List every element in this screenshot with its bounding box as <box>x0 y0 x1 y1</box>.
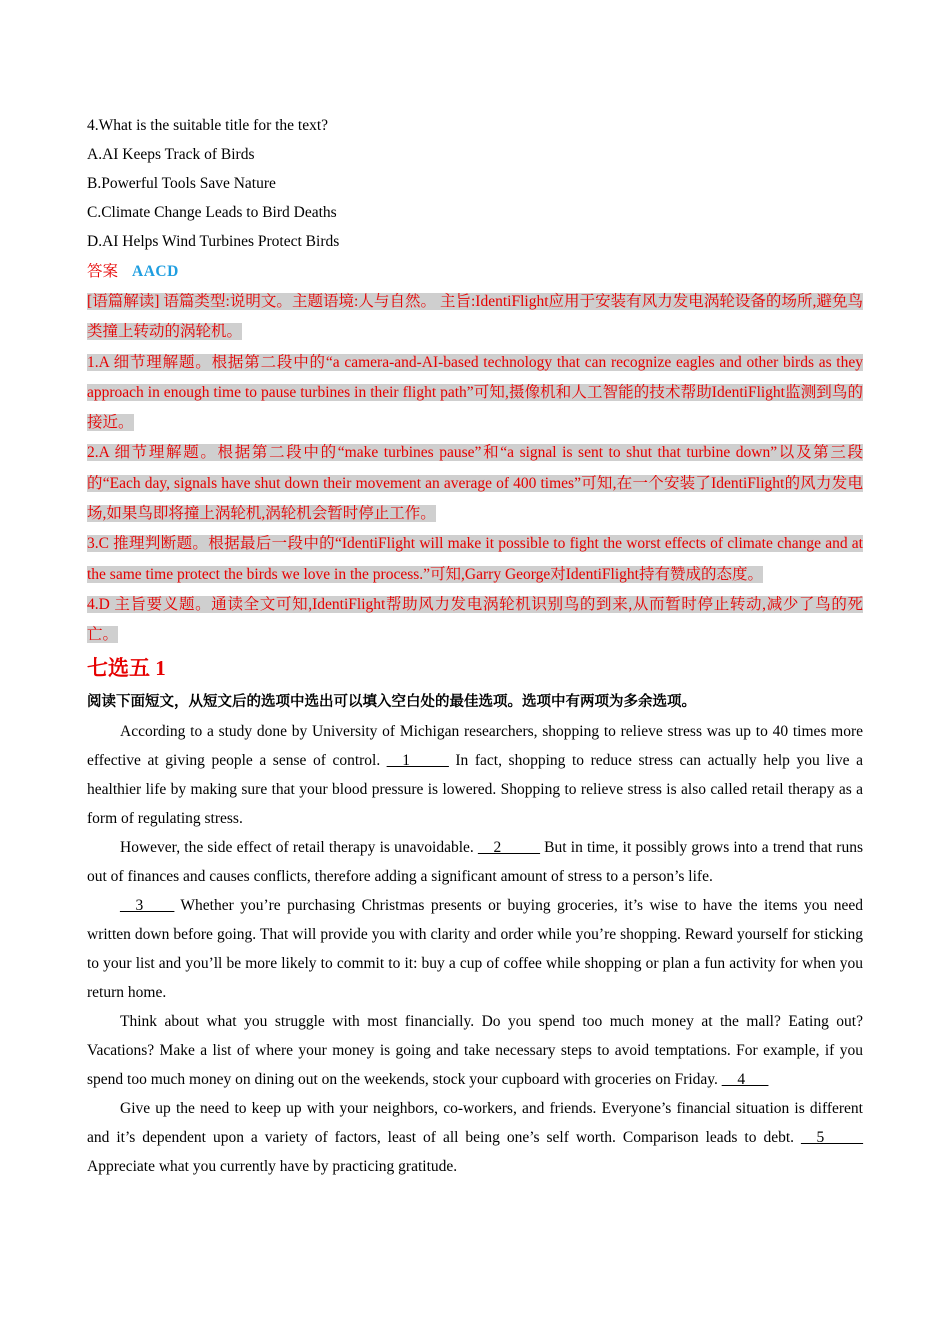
answer-value: AACD <box>132 263 179 280</box>
passage-paragraph-5 <box>87 1094 863 1181</box>
explanation-intro-text: [语篇解读] 语篇类型:说明文。主题语境:人与自然。 主旨:IdentiFlight应用于安装有风力发电涡轮设备的场所,避免鸟类撞上转动的涡轮机。 <box>87 293 863 341</box>
blank-3: __3____ <box>120 896 175 914</box>
option-a: A.AI Keeps Track of Birds <box>87 146 255 163</box>
blank-4: __4___ <box>721 1070 769 1088</box>
question-stem: 4.What is the suitable title for the text? <box>87 117 329 134</box>
p4-text-a: Think about what you struggle with most financially. Do you spend too much money at the mall? Eating out? Vacations? Make a list of where your money is going and take necessary steps to avoid temptations. For example, if you spend too much money on dining out on the weekends, stock your cupboard with groceries on Friday. <box>87 1012 863 1088</box>
blank-1: __1_____ <box>386 751 449 769</box>
p2-text-b: But in time, it possibly grows into a trend that runs out of finances and causes conflicts, therefore adding a significant amount of stress to a person’s life. <box>87 838 864 885</box>
option-c: C.Climate Change Leads to Bird Deaths <box>87 204 337 221</box>
option-b: B.Powerful Tools Save Nature <box>87 175 276 192</box>
answer-row <box>87 257 863 286</box>
passage-paragraph-4 <box>87 1007 863 1094</box>
p1-text-a: According to a study done by University of Michigan researchers, shopping to relieve stress was up to 40 times more effective at giving people a sense of control. <box>87 722 863 769</box>
passage-paragraph-1 <box>87 717 863 833</box>
passage-paragraph-2 <box>87 833 863 891</box>
question-block <box>87 111 863 256</box>
blank-5: __5_____ <box>801 1128 863 1146</box>
p1-text-b: In fact, shopping to reduce stress can actually help you live a healthier life by making sure that your blood pressure is lowered. Shopping to relieve stress is also called retail therapy as a form of regulating stress. <box>87 751 863 827</box>
explanation-4-text: 4.D 主旨要义题。通读全文可知,IdentiFlight帮助风力发电涡轮机识别鸟的到来,从而暂时停止转动,减少了鸟的死亡。 <box>87 595 863 644</box>
explanation-2 <box>87 438 863 529</box>
explanation-3 <box>87 529 863 590</box>
section-title: 七选五 1 <box>87 655 166 680</box>
blank-2: __2_____ <box>477 838 540 856</box>
explanation-2-text: 2.A 细节理解题。根据第二段中的“make turbines pause”和“a signal is sent to shut that turbine down”以及第三段的“Each day, signals have shut down their movement an average of 400 times”可知,在一个安装了IdentiFlight的风力发电场,如果鸟即将撞上涡轮机,涡轮机会暂时停止工作。 <box>87 444 863 523</box>
p3-text-b: Whether you’re purchasing Christmas presents or buying groceries, it’s wise to have the items you need written down before going. That will provide you with clarity and order while you’re shopping. Reward yourself for sticking to your list and you’ll be more likely to commit to it: buy a cup of coffee while shopping or plan a fun activity for when you return home. <box>87 896 863 1001</box>
p5-text-a: Give up the need to keep up with your neighbors, co-workers, and friends. Everyone’s financial situation is different and it’s dependent upon a variety of factors, least of all being one’s self worth. Comparison leads to debt. <box>87 1099 863 1146</box>
answer-label: 答案 <box>87 263 119 280</box>
option-d: D.AI Helps Wind Turbines Protect Birds <box>87 233 340 250</box>
passage-paragraph-3 <box>87 891 863 1007</box>
section-instruction: 阅读下面短文，从短文后的选项中选出可以填入空白处的最佳选项。选项中有两项为多余选项。 <box>87 693 696 710</box>
explanation-4 <box>87 590 863 651</box>
explanation-1-text: 1.A 细节理解题。根据第二段中的“a camera-and-AI-based technology that can recognize eagles and other birds as they approach in enough time to pause turbines in their flight path”可知,摄像机和人工智能的技术帮助IdentiFlight监测到鸟的接近。 <box>87 353 863 432</box>
document-page <box>87 111 863 1181</box>
explanation-1 <box>87 348 863 439</box>
explanation-intro <box>87 287 863 348</box>
p5-text-b: Appreciate what you currently have by practicing gratitude. <box>87 1157 458 1175</box>
explanation-3-text: 3.C 推理判断题。根据最后一段中的“IdentiFlight will make it possible to fight the worst effects of climate change and at the same time protect the birds we love in the process.”可知,Garry George对IdentiFlight持有赞成的态度。 <box>87 535 863 583</box>
p2-text-a: However, the side effect of retail therapy is unavoidable. <box>120 838 478 856</box>
